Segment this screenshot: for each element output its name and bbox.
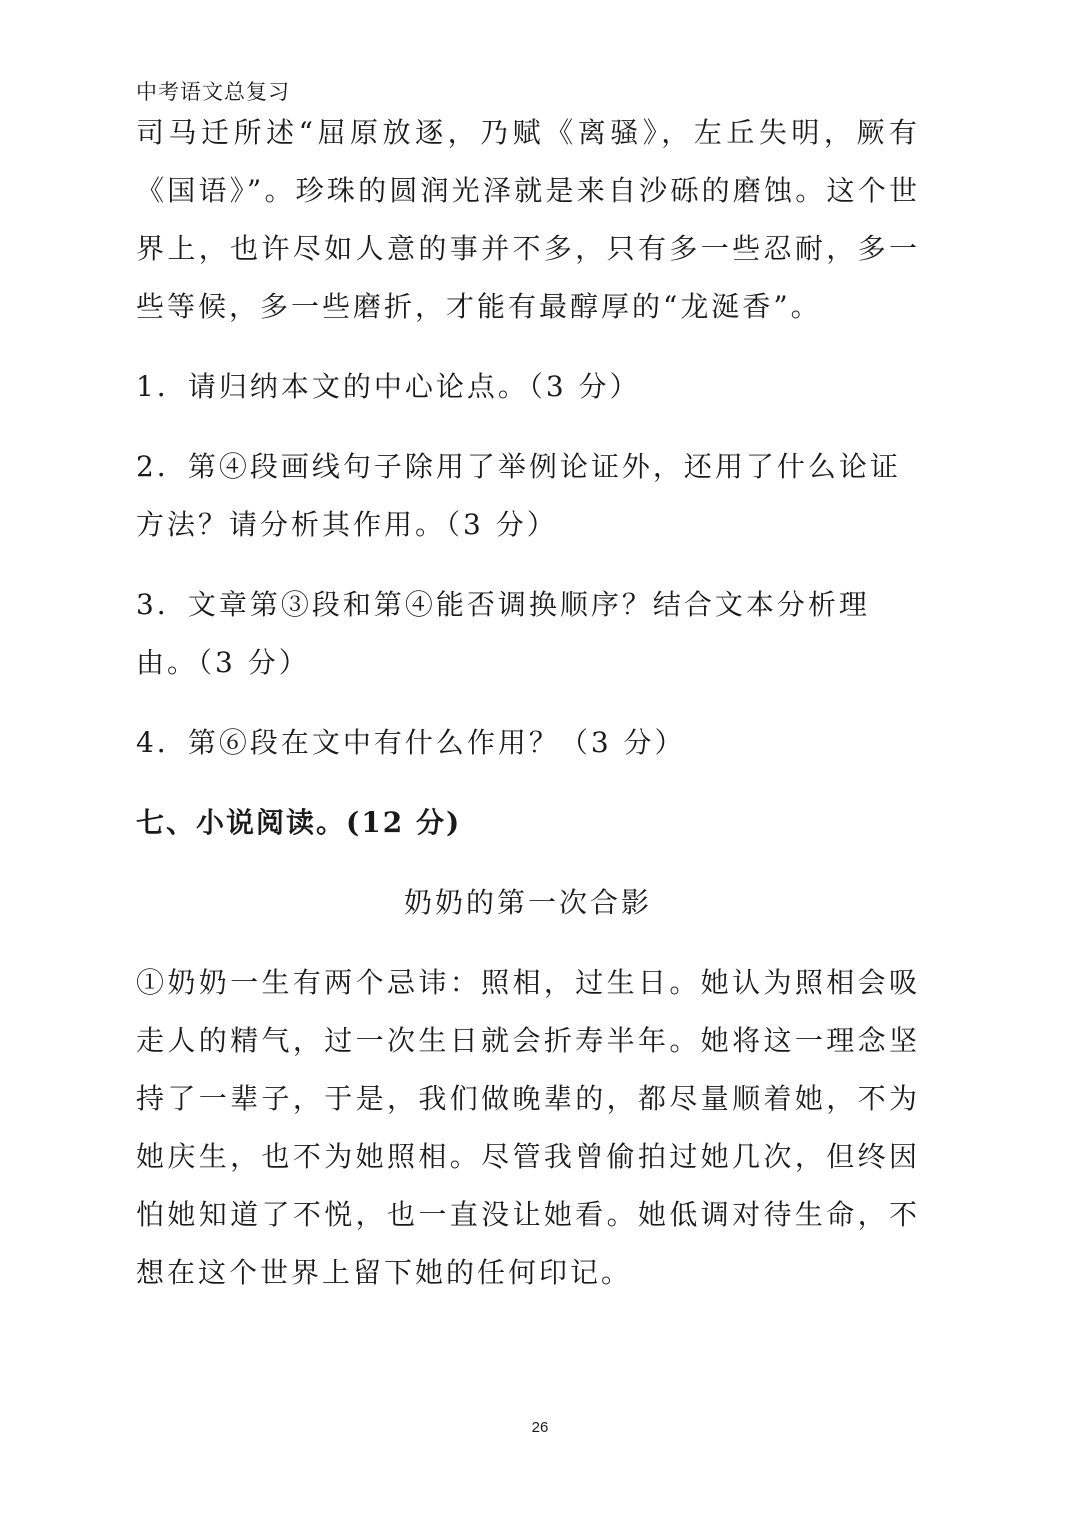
passage-ending-paragraph: 司马迁所述“屈原放逐，乃赋《离骚》，左丘失明，厥有《国语》”。珍珠的圆润光泽就是来自沙砾的磨蚀。这个世界上，也许尽如人意的事并不多，只有多一些忍耐，多一些等候，多一些磨折，才能有最醇厚的“龙涎香”。 — [136, 116, 920, 323]
story-paragraph-1: ①奶奶一生有两个忌讳：照相，过生日。她认为照相会吸走人的精气，过一次生日就会折寿半年。她将这一理念坚持了一辈子，于是，我们做晚辈的，都尽量顺着她，不为她庆生，也不为她照相。尽管我曾偷拍过她几次，但终因怕她知道了不悦，也一直没让她看。她低调对待生命，不想在这个世界上留下她的任何印记。 — [136, 966, 920, 1289]
story-title: 奶奶的第一次合影 — [403, 886, 652, 919]
question-1: 1．请归纳本文的中心论点。（3 分） — [136, 370, 641, 403]
question-2: 2．第④段画线句子除用了举例论证外，还用了什么论证方法？请分析其作用。（3 分） — [136, 450, 901, 541]
page-content — [136, 104, 920, 1302]
running-header: 中考语文总复习 — [136, 80, 290, 104]
question-4: 4．第⑥段在文中有什么作用？（3 分） — [136, 726, 686, 759]
question-3: 3．文章第③段和第④能否调换顺序？结合文本分析理由。（3 分） — [136, 588, 870, 679]
page-number: 26 — [531, 1419, 549, 1436]
section-heading: 七、小说阅读。(12 分) — [136, 806, 462, 839]
